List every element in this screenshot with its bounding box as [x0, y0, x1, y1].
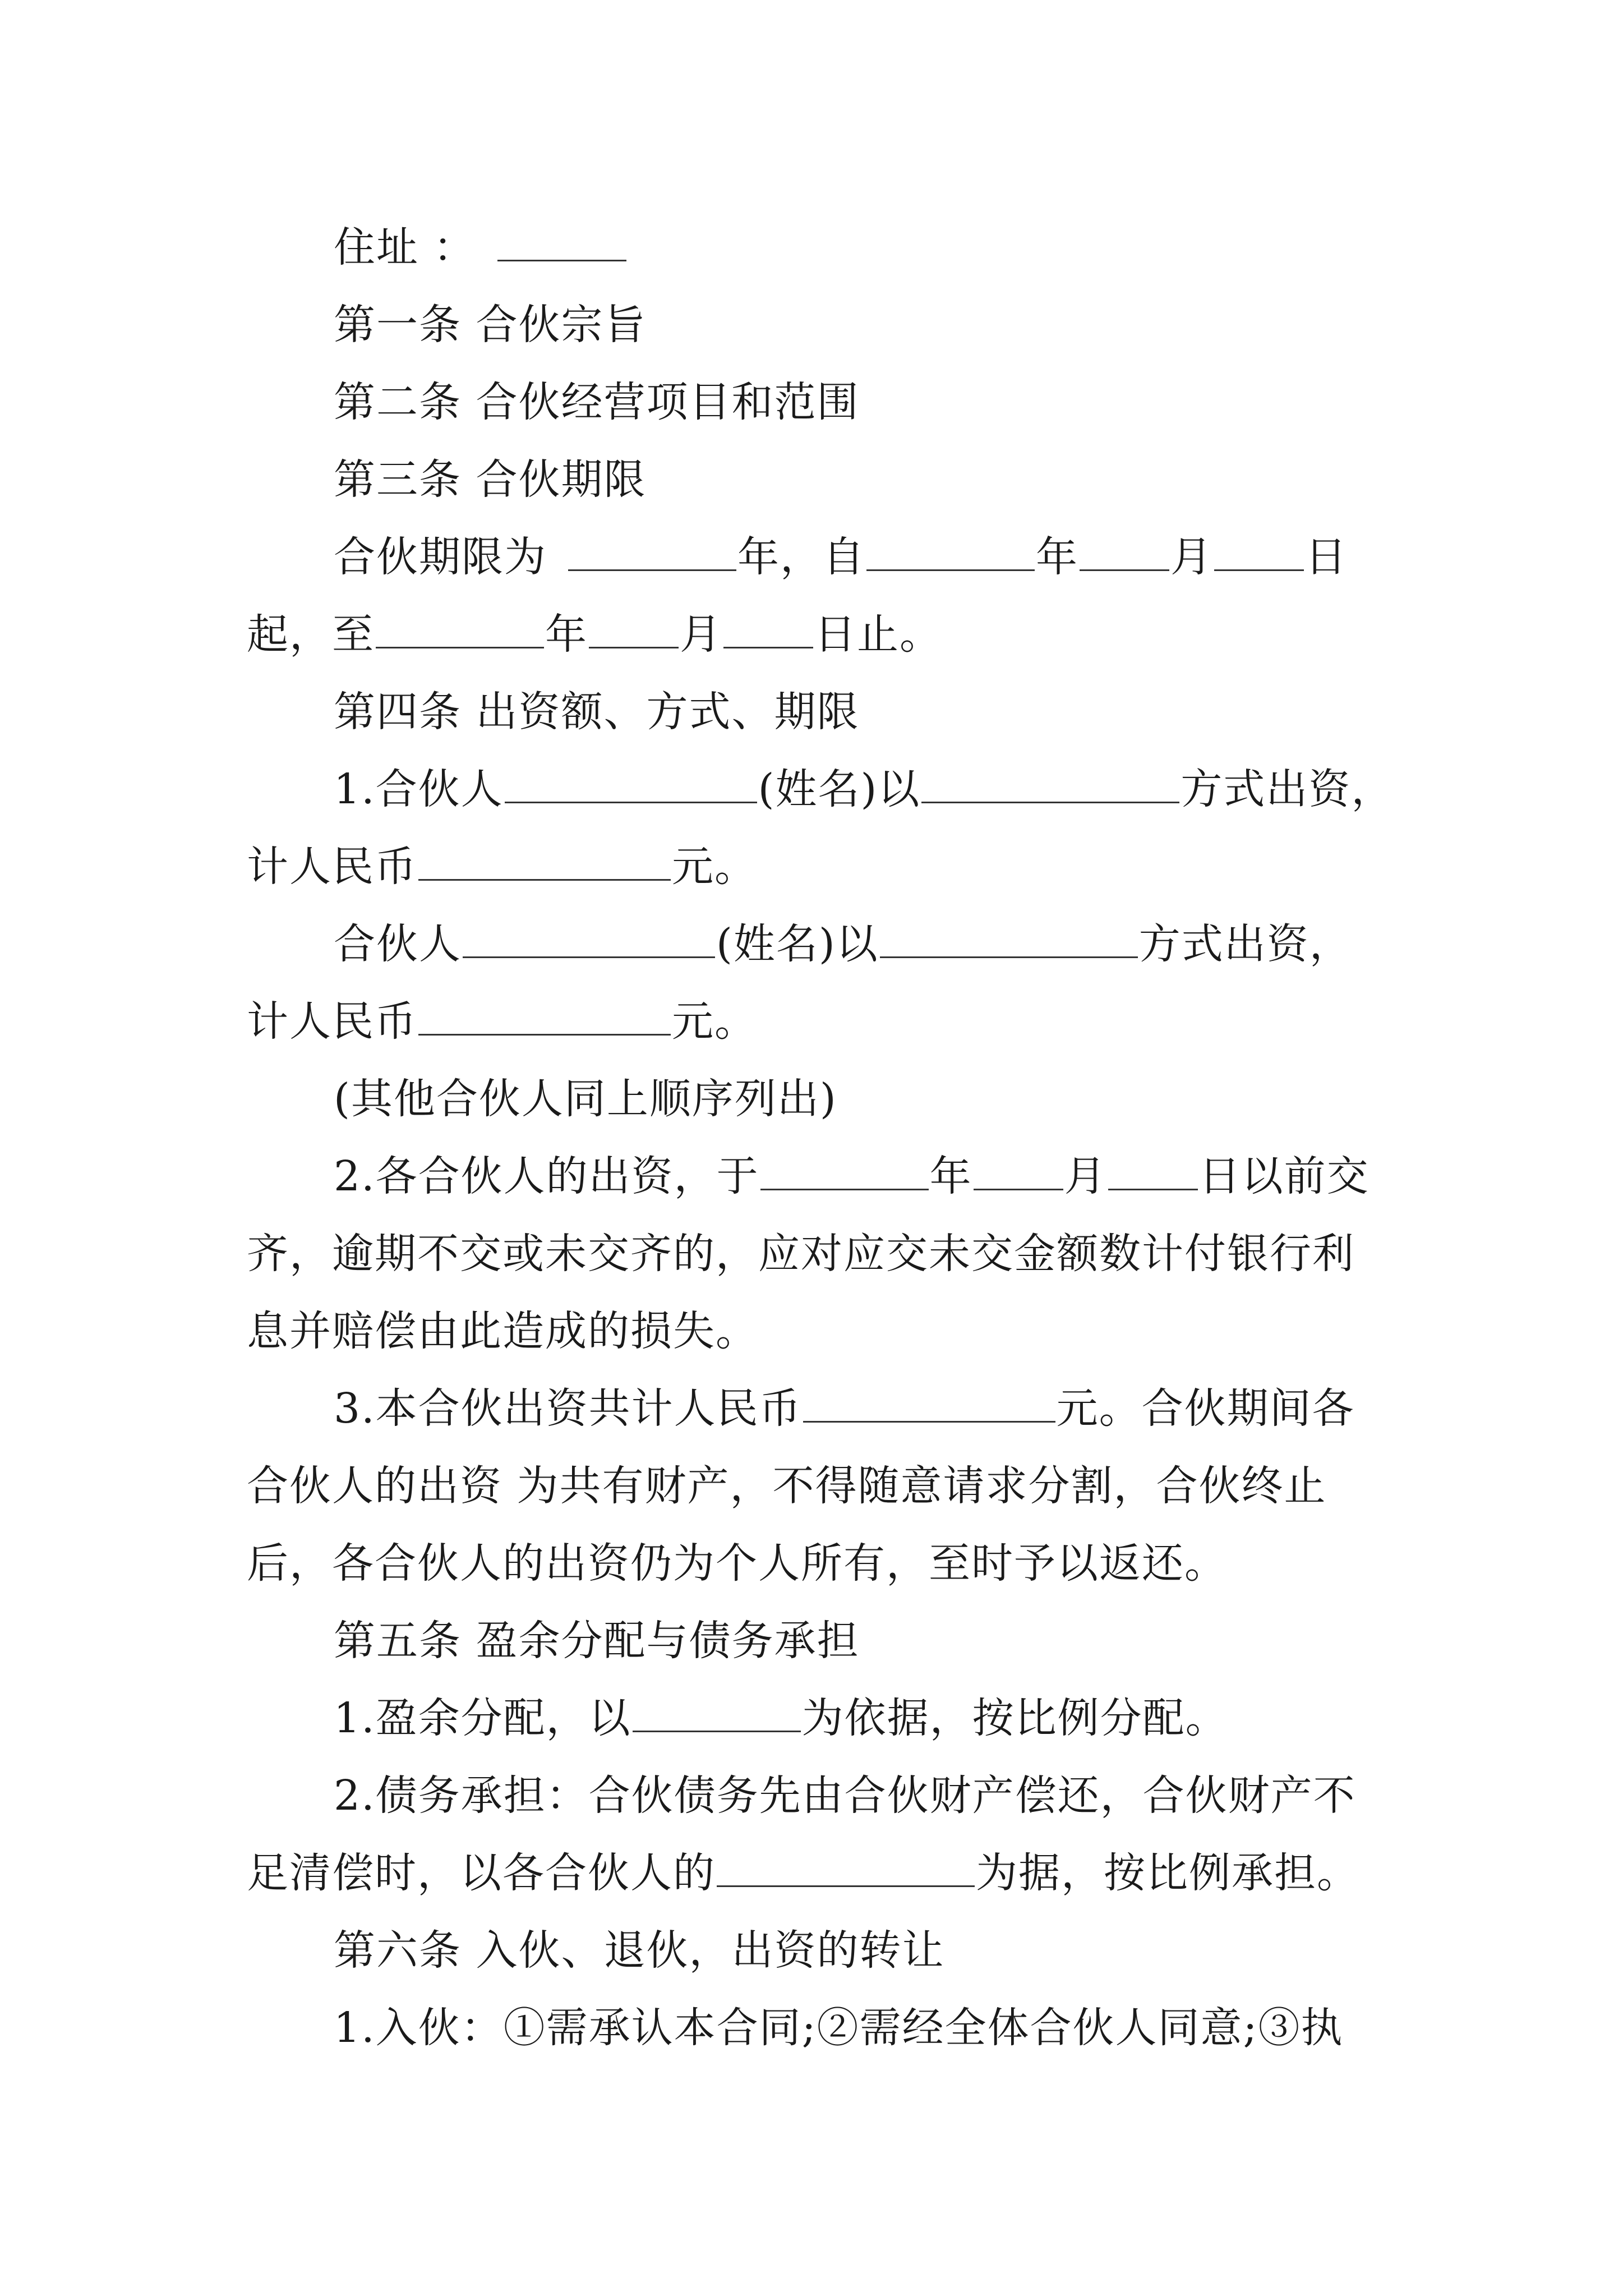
end-month-blank[interactable] — [589, 608, 679, 648]
contribution-1-line-b — [247, 828, 1402, 905]
contribution-2-line-a — [247, 905, 1402, 983]
payment-deadline-line-a — [247, 1138, 1402, 1215]
total-contribution-line-a — [247, 1370, 1402, 1447]
name-by-label: (姓名)以 — [758, 765, 921, 813]
debt-label: 足清偿时，以各合伙人的 — [247, 1849, 716, 1897]
partner-2-name-blank[interactable] — [463, 917, 715, 958]
debt-text-a: 2.债务承担：合伙债务先由合伙财产偿还，合伙财产不 — [334, 1772, 1356, 1820]
term-line-2 — [247, 596, 1402, 673]
payment-deadline-line-b — [247, 1215, 1402, 1292]
address-label: 住址 ： — [334, 223, 476, 272]
article-4-text: 第四条 出资额、方式、期限 — [334, 688, 860, 736]
term-from-label: 年，自 — [737, 533, 865, 581]
partner-1-amount-blank[interactable] — [418, 840, 671, 881]
day-label: 日 — [1305, 533, 1348, 581]
total-after-label: 元。合伙期间各 — [1056, 1384, 1355, 1433]
term-label: 合伙期限为 — [334, 533, 547, 581]
month-label: 月 — [1170, 533, 1213, 581]
start-day-blank[interactable] — [1214, 530, 1304, 571]
end-day-blank[interactable] — [723, 608, 813, 648]
payment-before-label: 日以前交 — [1198, 1152, 1370, 1200]
month-label: 月 — [680, 610, 722, 659]
partner-2-amount-blank[interactable] — [418, 995, 671, 1036]
article-1-heading — [247, 286, 1402, 364]
end-year-blank[interactable] — [376, 608, 544, 648]
year-label: 年 — [1036, 533, 1078, 581]
partner-1-mode-blank[interactable] — [921, 762, 1179, 803]
month-label: 月 — [1064, 1152, 1107, 1200]
other-partners-text: (其他合伙人同上顺序列出) — [334, 1075, 837, 1123]
join-text: 1.入伙：①需承认本合同;②需经全体合伙人同意;③执 — [334, 2004, 1344, 2052]
name-by-label: (姓名)以 — [716, 920, 879, 968]
surplus-line — [247, 1680, 1402, 1757]
yuan-label: 元。 — [672, 997, 757, 1046]
article-1-text: 第一条 合伙宗旨 — [334, 301, 647, 349]
join-line — [247, 1989, 1402, 2067]
article-2-text: 第二条 合伙经营项目和范围 — [334, 378, 860, 426]
total-contribution-line-c — [247, 1525, 1402, 1602]
article-2-heading — [247, 364, 1402, 441]
payment-day-blank[interactable] — [1108, 1149, 1198, 1190]
debt-line-a — [247, 1757, 1402, 1834]
partner-label: 1.合伙人 — [334, 765, 504, 813]
article-3-text: 第三条 合伙期限 — [334, 455, 647, 504]
mode-label: 方式出资， — [1181, 765, 1394, 813]
day-end-label: 日止。 — [814, 610, 942, 659]
contribution-1-line-a — [247, 751, 1402, 828]
debt-line-b — [247, 1834, 1402, 1912]
total-label: 3.本合伙出资共计人民币 — [334, 1384, 802, 1433]
start-month-blank[interactable] — [1080, 530, 1169, 571]
address-line — [247, 209, 1402, 286]
rmb-label: 计人民币 — [247, 997, 417, 1046]
partner-2-mode-blank[interactable] — [880, 917, 1138, 958]
address-blank[interactable] — [497, 220, 626, 261]
article-6-heading — [247, 1912, 1402, 1989]
mode-label: 方式出资， — [1138, 920, 1352, 968]
year-label: 年 — [545, 610, 588, 659]
article-3-heading — [247, 441, 1402, 518]
total-contribution-line-b — [247, 1447, 1402, 1525]
total-amount-blank[interactable] — [803, 1382, 1055, 1423]
rmb-label: 计人民币 — [247, 843, 417, 891]
start-year-blank[interactable] — [866, 530, 1035, 571]
term-years-blank[interactable] — [568, 530, 736, 571]
payment-label: 2.各合伙人的出资，于 — [334, 1152, 759, 1200]
partner-1-name-blank[interactable] — [505, 762, 757, 803]
term-line-1 — [247, 518, 1402, 596]
term-to-label: 起，至 — [247, 610, 375, 659]
total-text-b: 合伙人的出资 为共有财产，不得随意请求分割，合伙终止 — [247, 1462, 1327, 1510]
article-6-text: 第六条 入伙、退伙，出资的转让 — [334, 1926, 945, 1975]
article-5-heading — [247, 1602, 1402, 1680]
total-text-c: 后，各合伙人的出资仍为个人所有，至时予以返还。 — [247, 1539, 1227, 1588]
payment-text-b: 齐，逾期不交或未交齐的，应对应交未交金额数计付银行利 — [247, 1230, 1355, 1278]
partner-label: 合伙人 — [334, 920, 462, 968]
article-5-text: 第五条 盈余分配与债务承担 — [334, 1617, 860, 1665]
debt-after-label: 为据，按比例承担。 — [976, 1849, 1359, 1897]
document-body — [247, 209, 1402, 2067]
yuan-label: 元。 — [672, 843, 757, 891]
year-label: 年 — [929, 1152, 972, 1200]
surplus-after-label: 为依据，按比例分配。 — [801, 1694, 1228, 1742]
article-4-heading — [247, 673, 1402, 751]
payment-month-blank[interactable] — [974, 1149, 1063, 1190]
payment-deadline-line-c — [247, 1292, 1402, 1370]
payment-year-blank[interactable] — [760, 1149, 929, 1190]
contribution-2-line-b — [247, 983, 1402, 1060]
other-partners-note — [247, 1060, 1402, 1138]
surplus-label: 1.盈余分配，以 — [334, 1694, 631, 1742]
debt-basis-blank[interactable] — [717, 1846, 975, 1887]
payment-text-c: 息并赔偿由此造成的损失。 — [247, 1307, 758, 1355]
surplus-basis-blank[interactable] — [633, 1691, 801, 1732]
